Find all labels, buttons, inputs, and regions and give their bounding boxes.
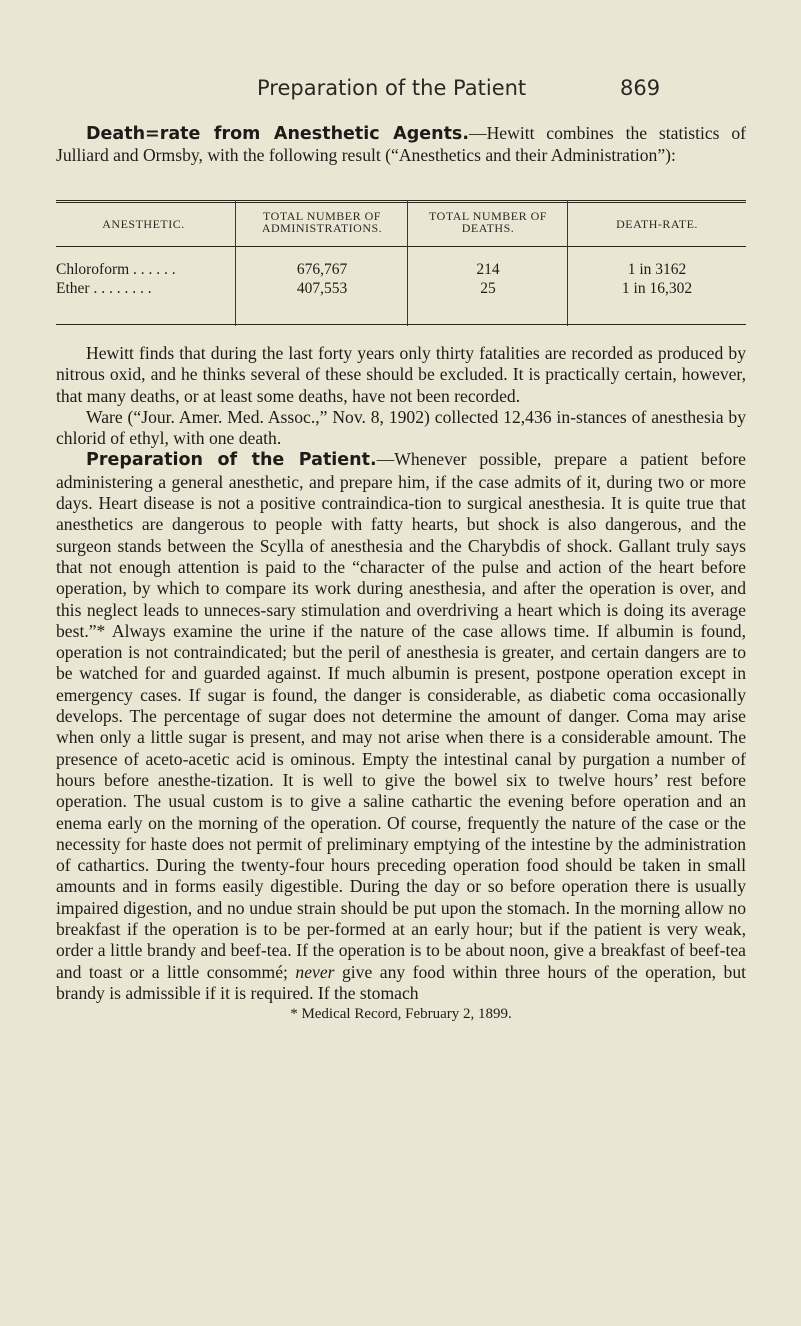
page-number: 869 [620,76,661,100]
row-ether-rate: 1 in 16,302 [621,280,693,297]
table-header-rule [56,246,746,247]
emphasis-never: never [295,961,335,982]
intro-text [56,123,746,167]
footnote: * Medical Record, February 2, 1899. [290,1006,512,1023]
row-ether-administrations: 407,553 [296,280,348,297]
paragraph-ethyl-chlorid: Ware (“Jour. Amer. Med. Assoc.,” Nov. 8, 1902) collected 12,436 in-stances of anesthesia by chlorid of ethyl, with one death. [56,406,746,449]
row-chloroform-administrations: 676,767 [296,261,348,278]
section-heading-death-rate: Death=rate from Anesthetic Agents. [86,124,469,144]
intro-body: —Hewitt combines the statistics of Julliard and Ormsby, with the following result (“Anesthetics and their Administration”): [56,123,746,166]
col-header-anesthetic: ANESTHETIC. [102,217,185,231]
table-bottom-rule [56,324,746,325]
row-chloroform-name: Chloroform . . . . . . [56,261,176,278]
row-chloroform-deaths: 214 [476,261,500,278]
table-top-rule-2 [56,202,746,203]
col-header-administrations: TOTAL NUMBER OF ADMINISTRATIONS. [261,209,383,235]
main-text [56,343,746,1026]
preparation-text: —Whenever possible, prepare a patient before administering a general anesthetic, and prepare him, if the case admits of it, during two or more days. Heart disease is not a positive contraindica-tion to surgical anesthesia. It is quite true that anesthetics are dangerous to people with fatty hearts, but shock is also dangerous, and the surgeon stands between the Scylla of anesthesia and the Charybdis of shock. Gallant truly says that not enough attention is paid to the “character of the pulse and action of the heart before operation, by which to compare its work during anesthesia, and after the operation is over, and this neglect leads to unneces-sary stimulation and overdriving a heart which is doing its average best.”* Always examine the urine if the nature of the case allows time. If albumin is found, operation is not contraindicated; but the peril of anesthesia is greater, and certain dangers are to be watched for and guarded against. If much albumin is present, postpone operation except in emergency cases. If sugar is found, the danger is considerable, as diabetic coma occasionally develops. The percentage of sugar does not determine the amount of danger. Coma may arise when only a little sugar is present, and may not arise when there is a considerable amount. The presence of aceto-acetic acid is ominous. Empty the intestinal canal by purgation a number of hours before anesthe-tization. It is well to give the bowel six to twelve hours’ rest before operation. The usual custom is to give a saline cathartic the evening before operation and an enema early on the morning of the operation. Of course, frequently the nature of the case or the necessity for haste does not permit of preliminary emptying of the intestine by the administration of cathartics. During the twenty-four hours preceding operation food should be taken in small amounts and in forms easily digestible. During the day or so before operation there is usually impaired digestion, and no undue strain should be put upon the stomach. In the morning allow no breakfast if the operation is to be per-formed at an early hour; but if the patient is very weak, order a little brandy and beef-tea. If the operation is to be about noon, give a breakfast of beef-tea and toast or a little consommé; [56,449,746,982]
row-ether-deaths: 25 [480,280,496,297]
running-head-title: Preparation of the Patient [257,76,527,100]
preparation-text-end: give any food within three hours of the operation, but brandy is admissible if it is required. If the stomach [56,961,747,1003]
table-top-rule [56,200,746,201]
row-ether-name: Ether . . . . . . . . [56,280,152,297]
row-chloroform-rate: 1 in 3162 [627,261,687,278]
intro-paragraph [56,123,746,167]
paragraph-nitrous-oxid: Hewitt finds that during the last forty years only thirty fatalities are recorded as produced by nitrous oxid, and he thinks several of these should be excluded. It is practically certain, however, that many deaths, or at least some deaths, have not been recorded. [56,343,746,406]
section-heading-preparation: Preparation of the Patient. [86,450,377,471]
paragraph-preparation [56,449,746,1004]
col-header-deaths: TOTAL NUMBER OF DEATHS. [429,209,547,235]
col-header-death-rate: DEATH-RATE. [616,217,698,231]
